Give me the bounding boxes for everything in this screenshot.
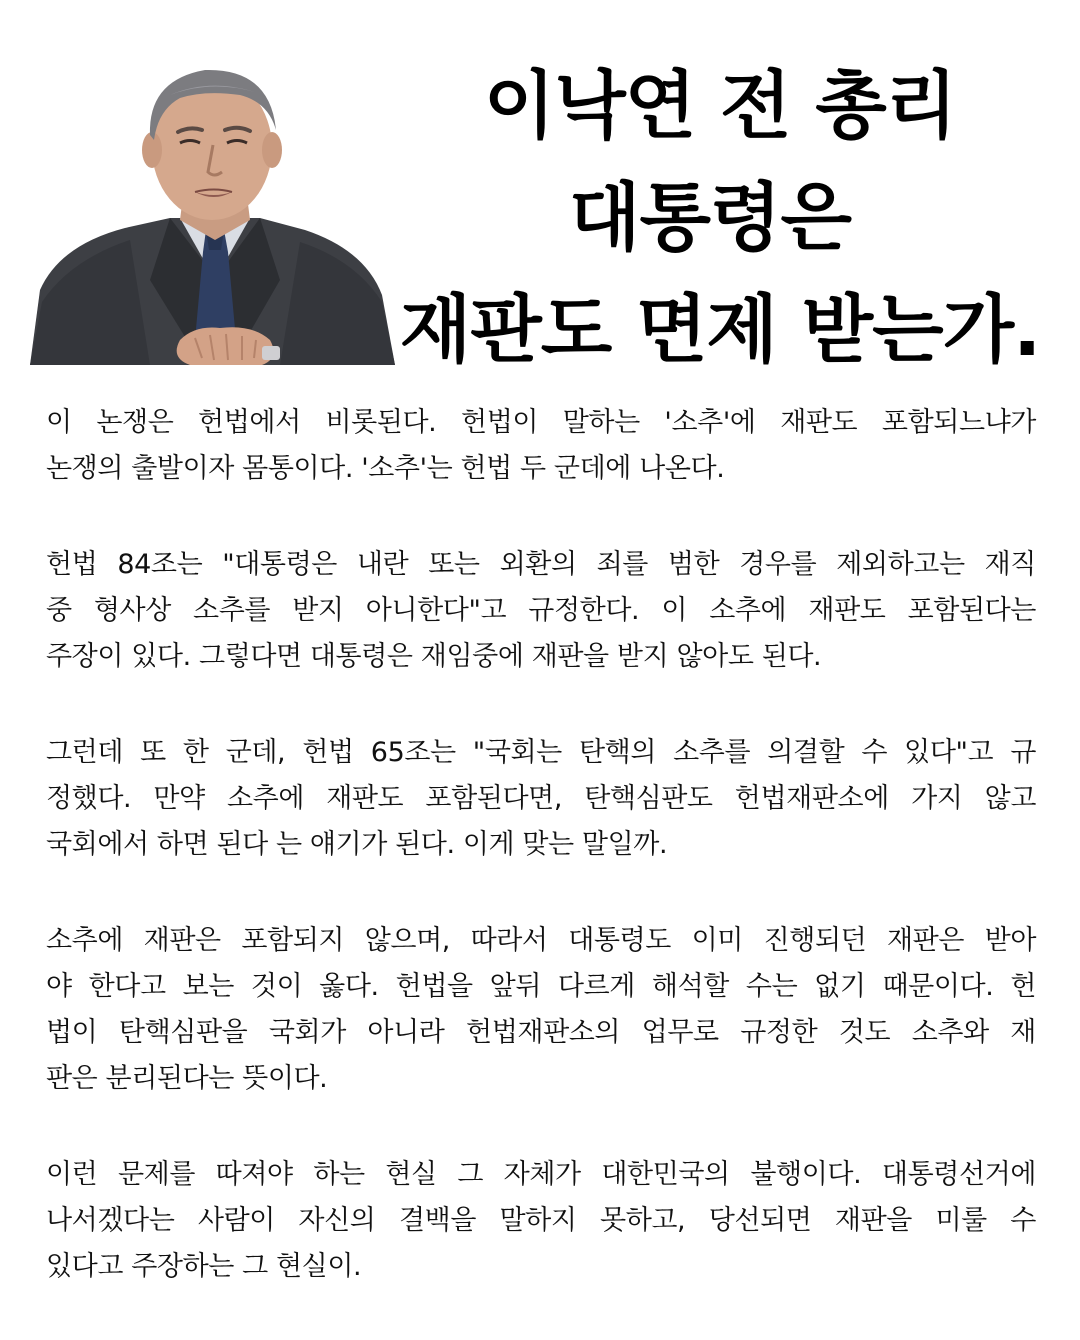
paragraph	[46, 1152, 1036, 1290]
text-line: 이 논쟁은 헌법에서 비롯된다. 헌법이 말하는 '소추'에 재판도 포함되느냐가	[46, 407, 1036, 438]
headline-line: 대통령은	[569, 175, 851, 261]
text-line: 판은 분리된다는 뜻이다.	[46, 1063, 328, 1094]
paragraph	[46, 400, 1036, 492]
text-line: 야 한다고 보는 것이 옳다. 헌법을 앞뒤 다르게 해석할 수는 없기 때문이다. 헌	[46, 971, 1036, 1002]
article-body	[46, 400, 1036, 1340]
text-line: 주장이 있다. 그렇다면 대통령은 재임중에 재판을 받지 않아도 된다.	[46, 641, 822, 672]
person-portrait-icon	[30, 40, 395, 365]
paragraph	[46, 542, 1036, 680]
text-line: 중 형사상 소추를 받지 아니한다"고 규정한다. 이 소추에 재판도 포함된다는	[46, 595, 1036, 626]
text-line: 국회에서 하면 된다 는 얘기가 된다. 이게 맞는 말일까.	[46, 829, 668, 860]
paragraph	[46, 918, 1036, 1102]
text-line: 정했다. 만약 소추에 재판도 포함된다면, 탄핵심판도 헌법재판소에 가지 않고	[46, 783, 1036, 814]
header	[0, 0, 1080, 373]
text-line: 논쟁의 출발이자 몸통이다. '소추'는 헌법 두 군데에 나온다.	[46, 453, 725, 484]
text-line: 그런데 또 한 군데, 헌법 65조는 "국회는 탄핵의 소추를 의결할 수 있다"고 규	[46, 737, 1036, 768]
headline-line: 이낙연 전 총리	[483, 63, 957, 149]
headline	[380, 50, 1060, 386]
text-line: 이런 문제를 따져야 하는 현실 그 자체가 대한민국의 불행이다. 대통령선거에	[46, 1159, 1036, 1190]
text-line: 소추에 재판은 포함되지 않으며, 따라서 대통령도 이미 진행되던 재판은 받아	[46, 925, 1036, 956]
text-line: 나서겠다는 사람이 자신의 결백을 말하지 못하고, 당선되면 재판을 미룰 수	[46, 1205, 1036, 1236]
text-line: 법이 탄핵심판을 국회가 아니라 헌법재판소의 업무로 규정한 것도 소추와 재	[46, 1017, 1036, 1048]
text-line: 있다고 주장하는 그 현실이.	[46, 1251, 362, 1282]
text-line: 헌법 84조는 "대통령은 내란 또는 외환의 죄를 범한 경우를 제외하고는 재직	[46, 549, 1036, 580]
paragraph	[46, 730, 1036, 868]
headline-line: 재판도 면제 받는가.	[399, 287, 1041, 373]
portrait-photo	[30, 40, 395, 365]
